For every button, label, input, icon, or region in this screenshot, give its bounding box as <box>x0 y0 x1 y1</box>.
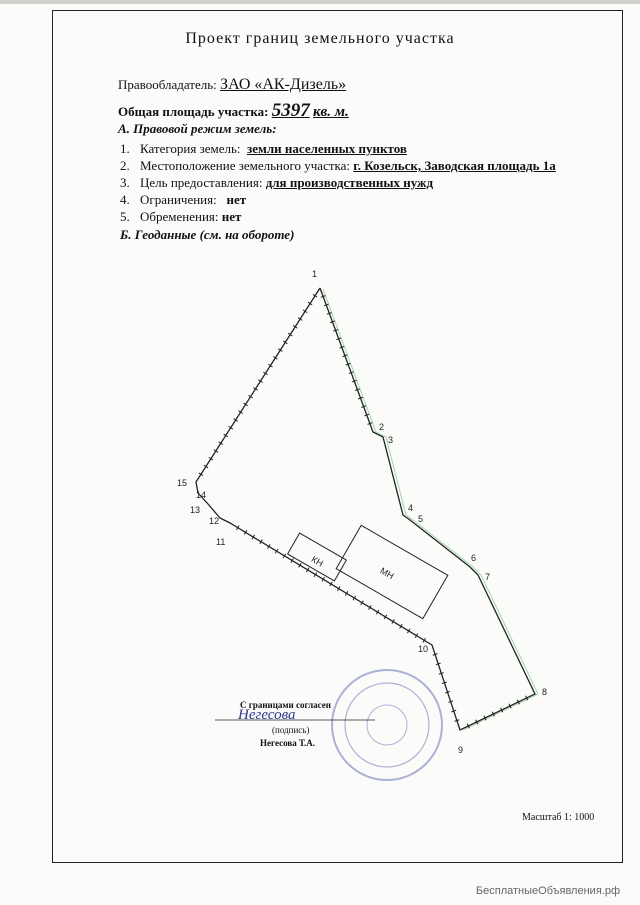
point-label: 5 <box>418 514 424 524</box>
point-label: 3 <box>388 435 394 445</box>
section-a-heading: А. Правовой режим земель: <box>118 121 277 136</box>
boundary-highlight <box>323 289 538 730</box>
point-label: 15 <box>177 478 188 488</box>
point-label: 14 <box>196 490 207 500</box>
point-label: 9 <box>458 745 464 755</box>
area-label: Общая площадь участка: <box>118 104 269 119</box>
item-label: Цель предоставления: <box>140 175 263 190</box>
signatory-name: Негесова Т.А. <box>260 738 316 748</box>
item-value: для производственных нужд <box>265 175 434 190</box>
point-label: 13 <box>190 505 201 515</box>
point-label: 2 <box>379 422 385 432</box>
area-unit: кв. м. <box>312 104 349 120</box>
handwritten-signature: Негесова <box>238 707 296 723</box>
watermark: БесплатныеОбъявления.рф <box>475 885 620 897</box>
owner-value: ЗАО «АК-Дизель» <box>220 76 347 93</box>
list-item: 2. Местоположение земельного участка: г. Козельск, Заводская площадь 1а <box>120 158 556 173</box>
point-label: 4 <box>408 503 414 513</box>
boundary-ticks <box>199 294 528 728</box>
item-label: Местоположение земельного участка: <box>140 158 351 173</box>
item-value: нет <box>226 192 247 207</box>
list-item: 1. Категория земель: земли населенных пунктов <box>120 141 407 156</box>
building-kn-label: КН <box>309 554 325 569</box>
point-label: 10 <box>418 644 429 654</box>
signature-header: С границами согласен <box>240 700 331 710</box>
item-value: земли населенных пунктов <box>247 141 407 156</box>
point-label: 6 <box>471 553 477 563</box>
stamp <box>332 670 442 780</box>
point-label: 7 <box>485 572 491 582</box>
list-item: 3. Цель предоставления: для производственных нужд <box>120 175 434 190</box>
scale-label: Масштаб 1: 1000 <box>522 812 595 823</box>
item-value: г. Козельск, Заводская площадь 1а <box>353 158 556 173</box>
item-value: нет <box>221 209 242 224</box>
list-item: 5. Обременения: нет <box>120 209 242 224</box>
building-mn-label: МН <box>378 565 396 582</box>
item-label: Категория земель: <box>140 141 241 156</box>
point-label: 1 <box>312 269 318 279</box>
owner-label: Правообладатель: <box>118 77 217 92</box>
signature-caption: (подпись) <box>272 725 310 735</box>
area-value: 5397 <box>271 100 310 121</box>
point-label: 11 <box>216 537 226 547</box>
document-title: Проект границ земельного участка <box>185 30 455 47</box>
point-label: 8 <box>542 687 548 697</box>
item-label: Обременения: <box>140 209 219 224</box>
section-b-heading: Б. Геоданные (см. на обороте) <box>120 227 295 242</box>
item-label: Ограничения: <box>140 192 217 207</box>
point-label: 12 <box>209 516 220 526</box>
list-item: 4. Ограничения: нет <box>120 192 247 207</box>
parcel-boundary <box>196 288 535 730</box>
